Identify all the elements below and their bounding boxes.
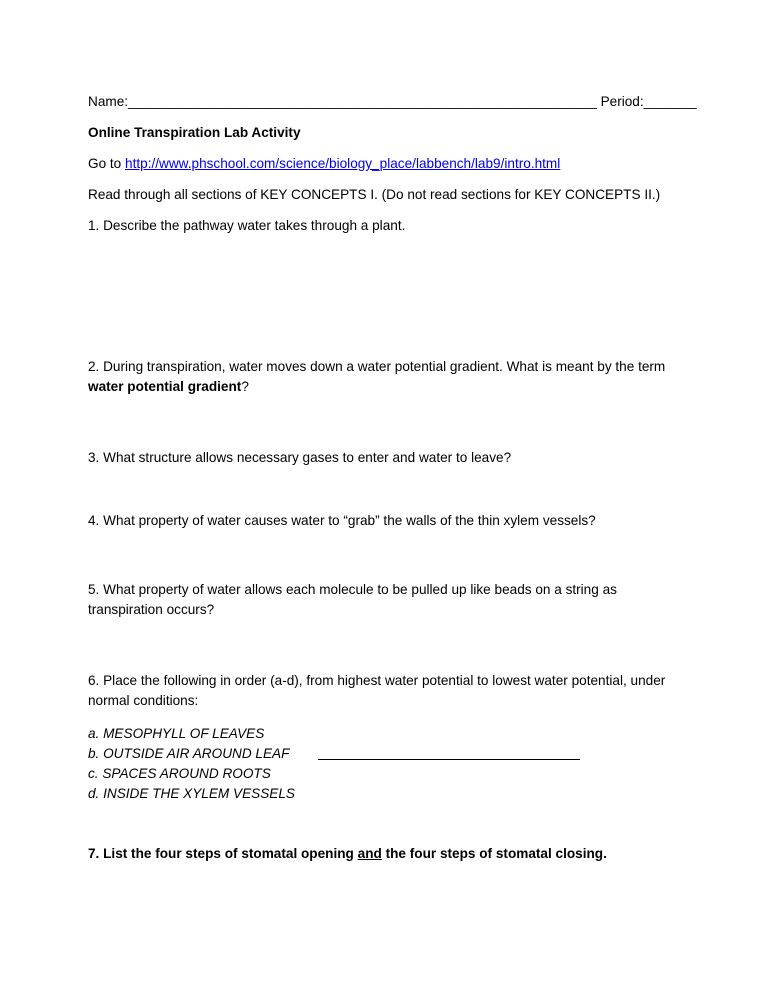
question-2: [88, 357, 678, 397]
lab-link[interactable]: http://www.phschool.com/science/biology_place/labbench/lab9/intro.html: [125, 156, 561, 171]
period-field[interactable]: _______: [643, 94, 697, 109]
goto-instruction: [88, 154, 678, 174]
worksheet-title: Online Transpiration Lab Activity: [88, 125, 301, 140]
question-2-end: ?: [241, 379, 249, 394]
question-7-underlined: and: [357, 846, 382, 861]
option-a: a. MESOPHYLL OF LEAVES: [88, 726, 265, 741]
name-period-line: [88, 92, 697, 112]
goto-prefix: Go to: [88, 156, 126, 171]
ordering-options: [88, 724, 295, 804]
option-c: c. SPACES AROUND ROOTS: [88, 766, 271, 781]
question-2-term: water potential gradient: [88, 379, 242, 394]
period-label: Period:: [600, 94, 644, 109]
name-field[interactable]: ______________________________________________________________: [128, 94, 597, 109]
option-b: b. OUTSIDE AIR AROUND LEAF: [88, 746, 290, 761]
question-6: 6. Place the following in order (a-d), from highest water potential to lowest water potential, under normal conditions:: [88, 673, 666, 708]
name-label: Name:: [88, 94, 129, 109]
question-1: 1. Describe the pathway water takes through a plant.: [88, 218, 406, 233]
question-7-end: the four steps of stomatal closing.: [381, 846, 607, 861]
question-4: 4. What property of water causes water to “grab” the walls of the thin xylem vessels?: [88, 513, 596, 528]
question-3: 3. What structure allows necessary gases to enter and water to leave?: [88, 450, 512, 465]
question-5: 5. What property of water allows each molecule to be pulled up like beads on a string as transpiration occurs?: [88, 582, 617, 617]
option-d: d. INSIDE THE XYLEM VESSELS: [88, 786, 295, 801]
question-7: [88, 844, 678, 864]
ordering-answer-line[interactable]: [318, 758, 580, 760]
question-2-text: 2. During transpiration, water moves down a water potential gradient. What is meant by the term: [88, 359, 666, 374]
reading-instructions: Read through all sections of KEY CONCEPTS I. (Do not read sections for KEY CONCEPTS II.): [88, 187, 661, 202]
question-7-text: 7. List the four steps of stomatal opening: [88, 846, 358, 861]
